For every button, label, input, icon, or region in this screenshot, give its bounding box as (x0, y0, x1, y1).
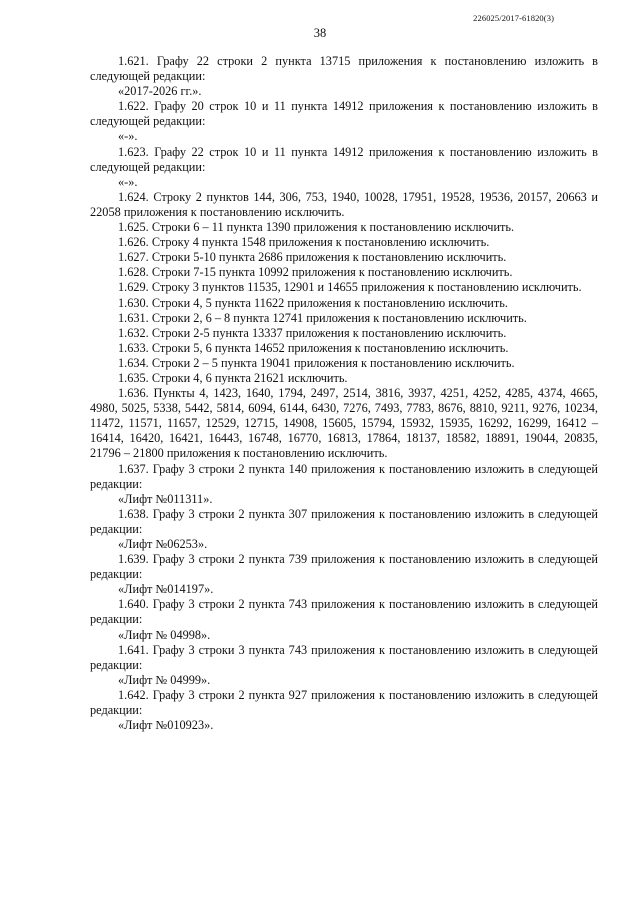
amendment-quote: «Лифт № 04999». (118, 672, 211, 687)
amendment-paragraph: 1.625. Строки 6 – 11 пункта 1390 приложения к постановлению исключить. (118, 220, 515, 235)
amendment-paragraph: 1.621. Графу 22 строки 2 пункта 13715 приложения к постановлению изложить в следующей редакции: (90, 54, 598, 84)
amendment-paragraph: 1.640. Графу 3 строки 2 пункта 743 приложения к постановлению изложить в следующей редакции: (90, 597, 598, 627)
amendment-paragraph: 1.635. Строки 4, 6 пункта 21621 исключить. (118, 370, 348, 385)
amendment-paragraph: 1.629. Строку 3 пунктов 11535, 12901 и 14655 приложения к постановлению исключить. (118, 280, 582, 295)
amendment-paragraph: 1.642. Графу 3 строки 2 пункта 927 приложения к постановлению изложить в следующей редакции: (90, 687, 598, 718)
amendment-paragraph: 1.638. Графу 3 строки 2 пункта 307 приложения к постановлению изложить в следующей редакции: (90, 506, 598, 536)
amendment-paragraph: 1.631. Строки 2, 6 – 8 пункта 12741 приложения к постановлению исключить. (118, 310, 527, 325)
amendment-paragraph: 1.622. Графу 20 строк 10 и 11 пункта 14912 приложения к постановлению изложить в следующей редакции: (90, 99, 598, 129)
amendment-quote: «Лифт №010923». (118, 718, 214, 733)
amendment-quote: «Лифт №06253». (118, 537, 208, 551)
amendment-paragraph: 1.641. Графу 3 строки 3 пункта 743 приложения к постановлению изложить в следующей редакции: (90, 642, 598, 672)
amendment-paragraph: 1.637. Графу 3 строки 2 пункта 140 приложения к постановлению изложить в следующей редакции: (90, 461, 598, 491)
amendment-paragraph: 1.624. Строку 2 пунктов 144, 306, 753, 1940, 10028, 17951, 19528, 19536, 20157, 20663 и 22058 приложения к постановлению исключить. (90, 189, 598, 219)
amendment-paragraph: 1.628. Строки 7-15 пункта 10992 приложения к постановлению исключить. (118, 265, 513, 280)
amendment-quote: «Лифт № 04998». (118, 627, 211, 642)
document-id: 226025/2017-61820(3) (473, 13, 554, 23)
amendment-paragraph: 1.633. Строки 5, 6 пункта 14652 приложения к постановлению исключить. (118, 340, 509, 355)
amendment-paragraph: 1.639. Графу 3 строки 2 пункта 739 приложения к постановлению изложить в следующей редакции: (90, 552, 598, 582)
amendment-paragraph: 1.630. Строки 4, 5 пункта 11622 приложения к постановлению исключить. (118, 295, 508, 310)
document-body (90, 54, 598, 733)
page-number: 38 (313, 26, 327, 40)
amendment-paragraph: 1.632. Строки 2-5 пункта 13337 приложения к постановлению исключить. (118, 325, 507, 340)
amendment-quote: «Лифт №014197». (118, 582, 214, 597)
amendment-quote: «-». (118, 174, 138, 189)
amendment-quote: «Лифт №011311». (118, 491, 213, 506)
amendment-quote: «2017-2026 гг.». (118, 84, 202, 99)
amendment-quote: «-». (118, 129, 138, 144)
amendment-paragraph: 1.636. Пункты 4, 1423, 1640, 1794, 2497, 2514, 3816, 3937, 4251, 4252, 4285, 4374, 4665, 4980, 5025, 5338, 5442, 5814, 6094, 6144, 6430, 7276, 7493, 7783, 8676, 8810, 9211, 9276, 10234, 11472, 11571, 11657, 12529, 12715, 14908, 15605, 15794, 15932, 15935, 16292, 16299, 16412 – 16414, 16420, 16421, 16443, 16748, 16770, 16813, 17864, 18137, 18582, 18891, 19044, 20835, 21796 – 21800 приложения к постановлению исключить. (90, 386, 598, 461)
amendment-paragraph: 1.623. Графу 22 строк 10 и 11 пункта 14912 приложения к постановлению изложить в следующей редакции: (90, 144, 598, 174)
amendment-paragraph: 1.626. Строку 4 пункта 1548 приложения к постановлению исключить. (118, 235, 490, 250)
amendment-paragraph: 1.627. Строки 5-10 пункта 2686 приложения к постановлению исключить. (118, 250, 507, 265)
amendment-paragraph: 1.634. Строки 2 – 5 пункта 19041 приложения к постановлению исключить. (118, 355, 515, 370)
